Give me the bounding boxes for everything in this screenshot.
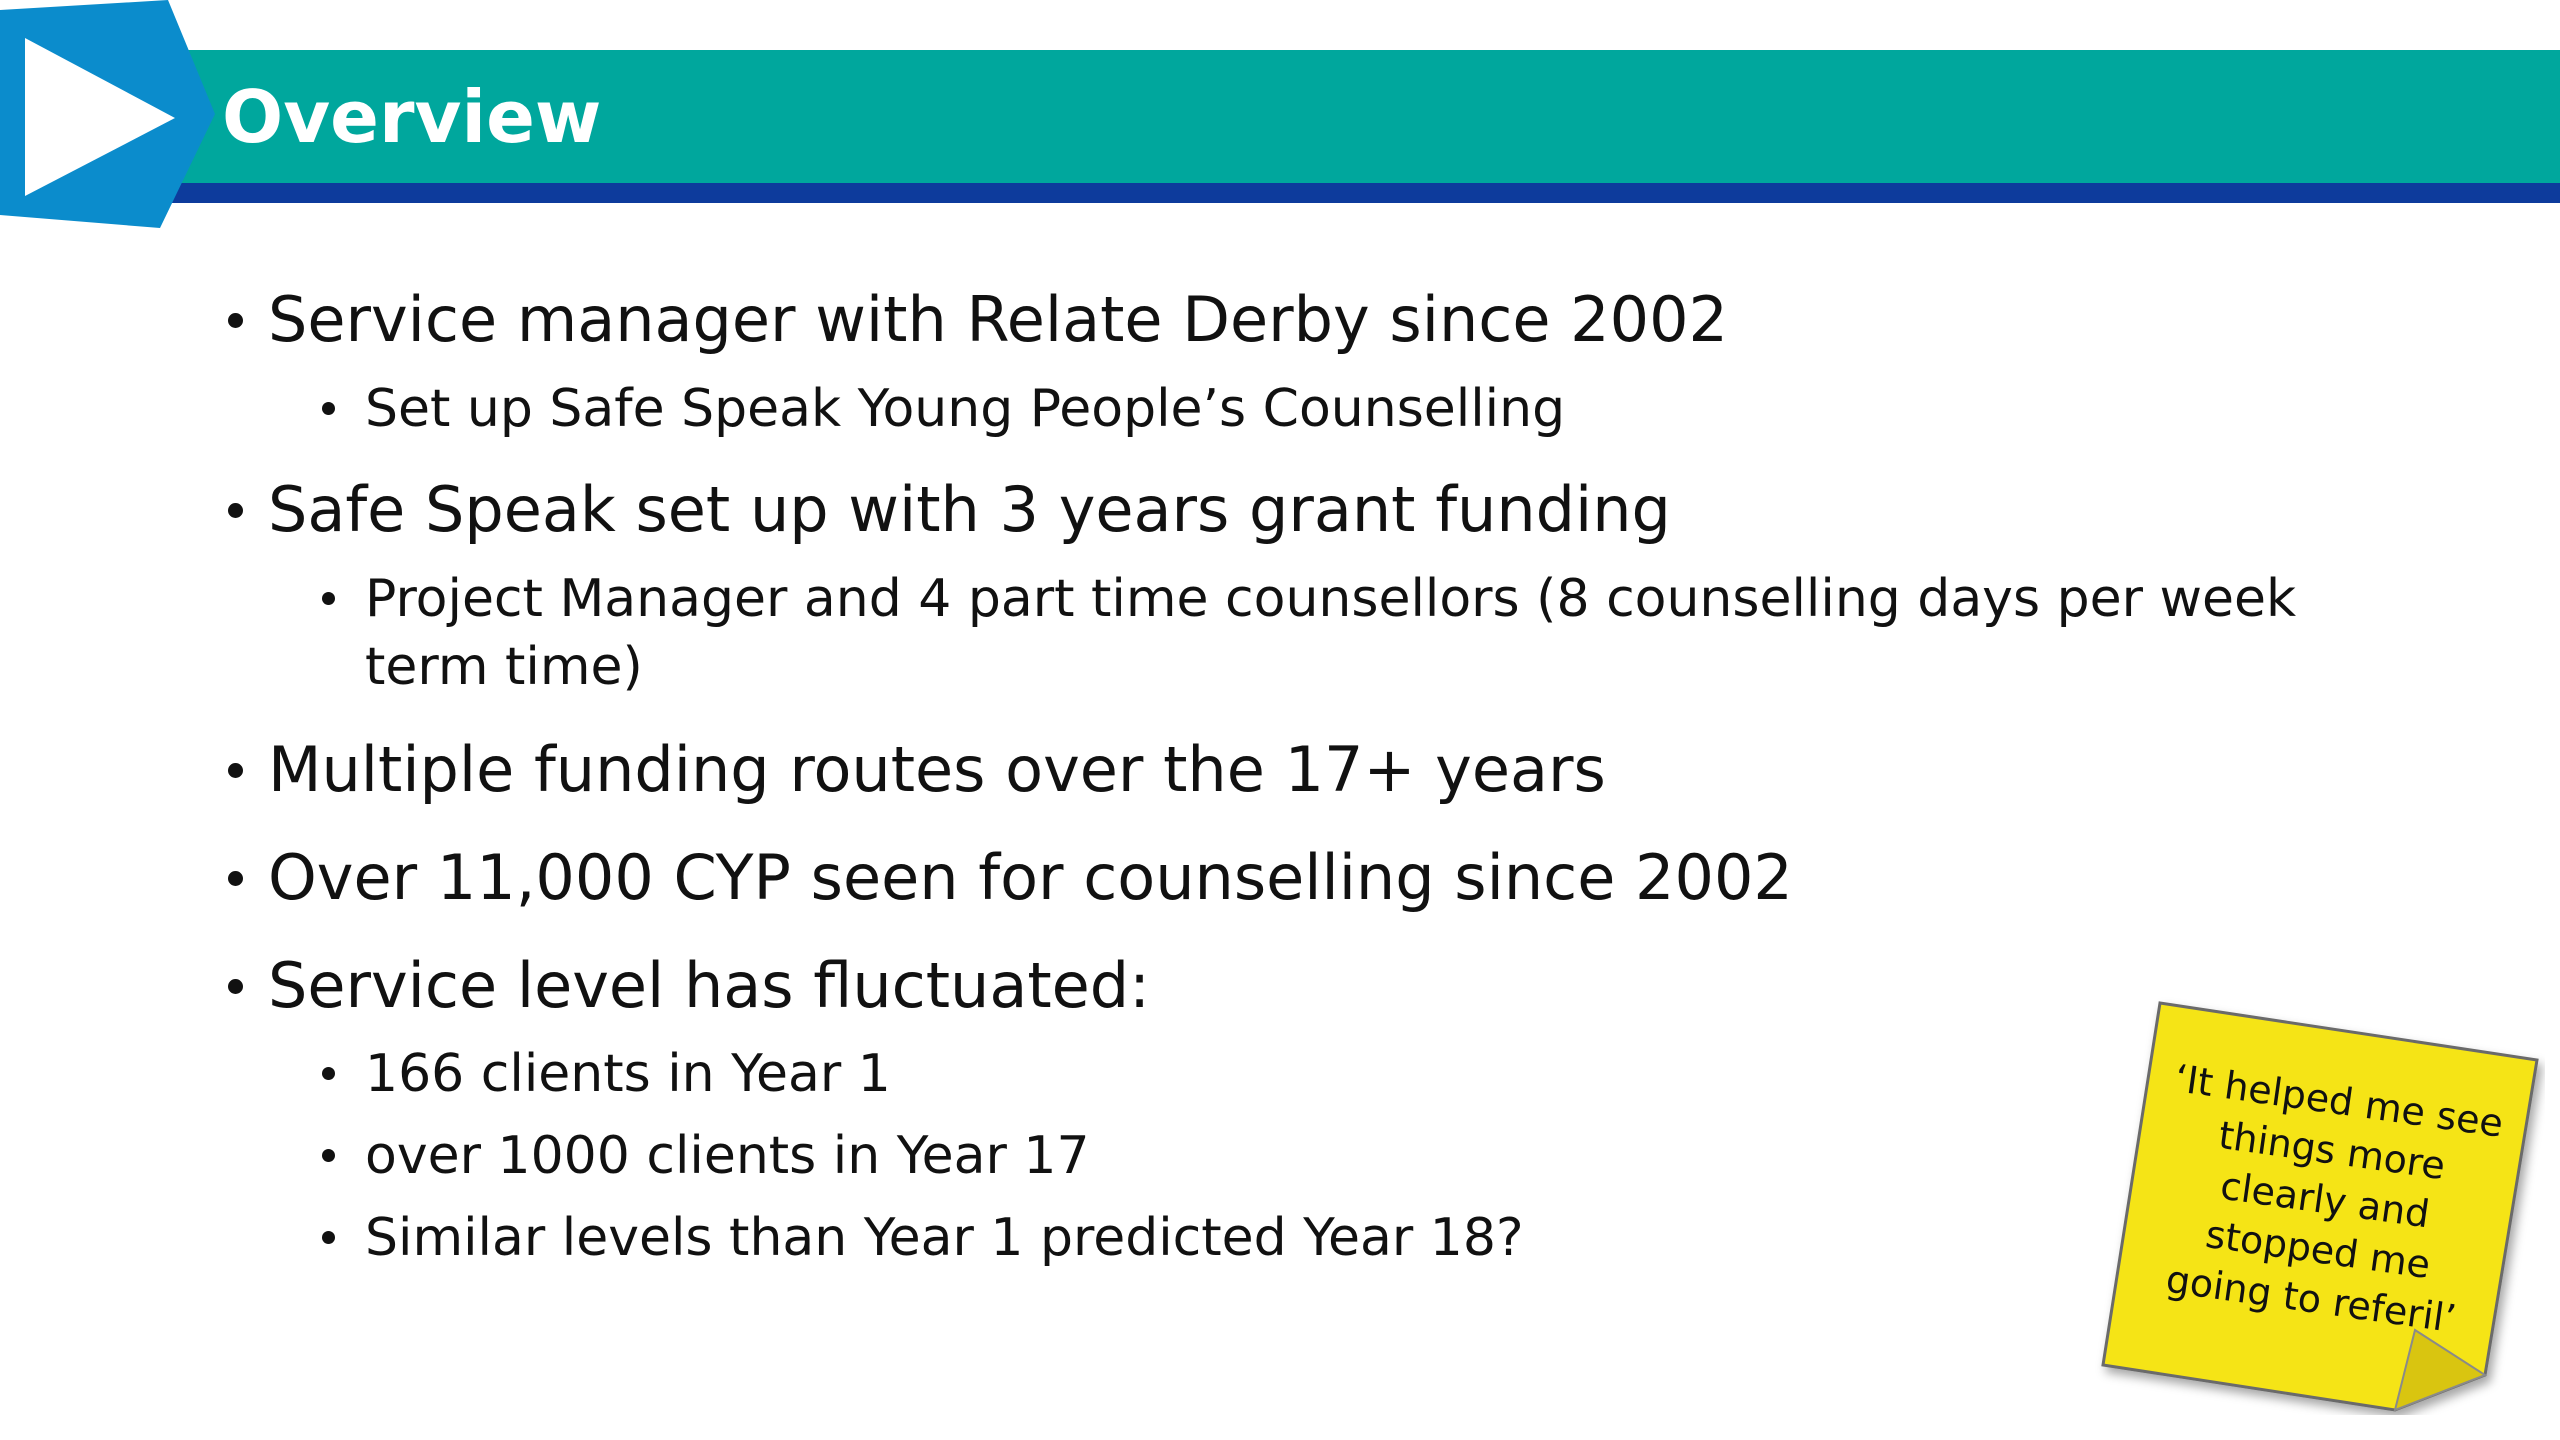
bullet-item: Over 11,000 CYP seen for counselling since 2002 — [268, 841, 1793, 914]
sub-bullet-dot — [322, 592, 335, 605]
bullet-item: Service manager with Relate Derby since 2002 — [268, 283, 1728, 356]
sticky-note-quote: ‘It helped me see things more clearly and stopped me going to referil’ — [2163, 1056, 2506, 1342]
bullet-dot — [228, 313, 243, 328]
sub-bullet-dot — [322, 1149, 335, 1162]
bullet-item: Service level has fluctuated: — [268, 949, 1151, 1022]
sub-bullet-item: Similar levels than Year 1 predicted Year 18? — [365, 1208, 1524, 1268]
page-title: Overview — [222, 75, 602, 159]
sub-bullet-item: Set up Safe Speak Young People’s Counselling — [365, 379, 1566, 439]
sub-bullet-item: 166 clients in Year 1 — [365, 1044, 891, 1104]
sub-bullet-dot — [322, 402, 335, 415]
sub-bullet-item: Project Manager and 4 part time counsellors (8 counselling days per week term time) — [365, 569, 2297, 697]
bullet-dot — [228, 871, 243, 886]
bullet-dot — [228, 979, 243, 994]
bullet-dot — [228, 763, 243, 778]
sub-bullet-dot — [322, 1231, 335, 1244]
sub-bullet-item: over 1000 clients in Year 17 — [365, 1126, 1090, 1186]
sub-bullet-dot — [322, 1067, 335, 1080]
bullet-item: Multiple funding routes over the 17+ years — [268, 733, 1606, 806]
bullet-dot — [228, 503, 243, 518]
bullet-item: Safe Speak set up with 3 years grant funding — [268, 473, 1671, 546]
sticky-note — [2095, 995, 2545, 1415]
